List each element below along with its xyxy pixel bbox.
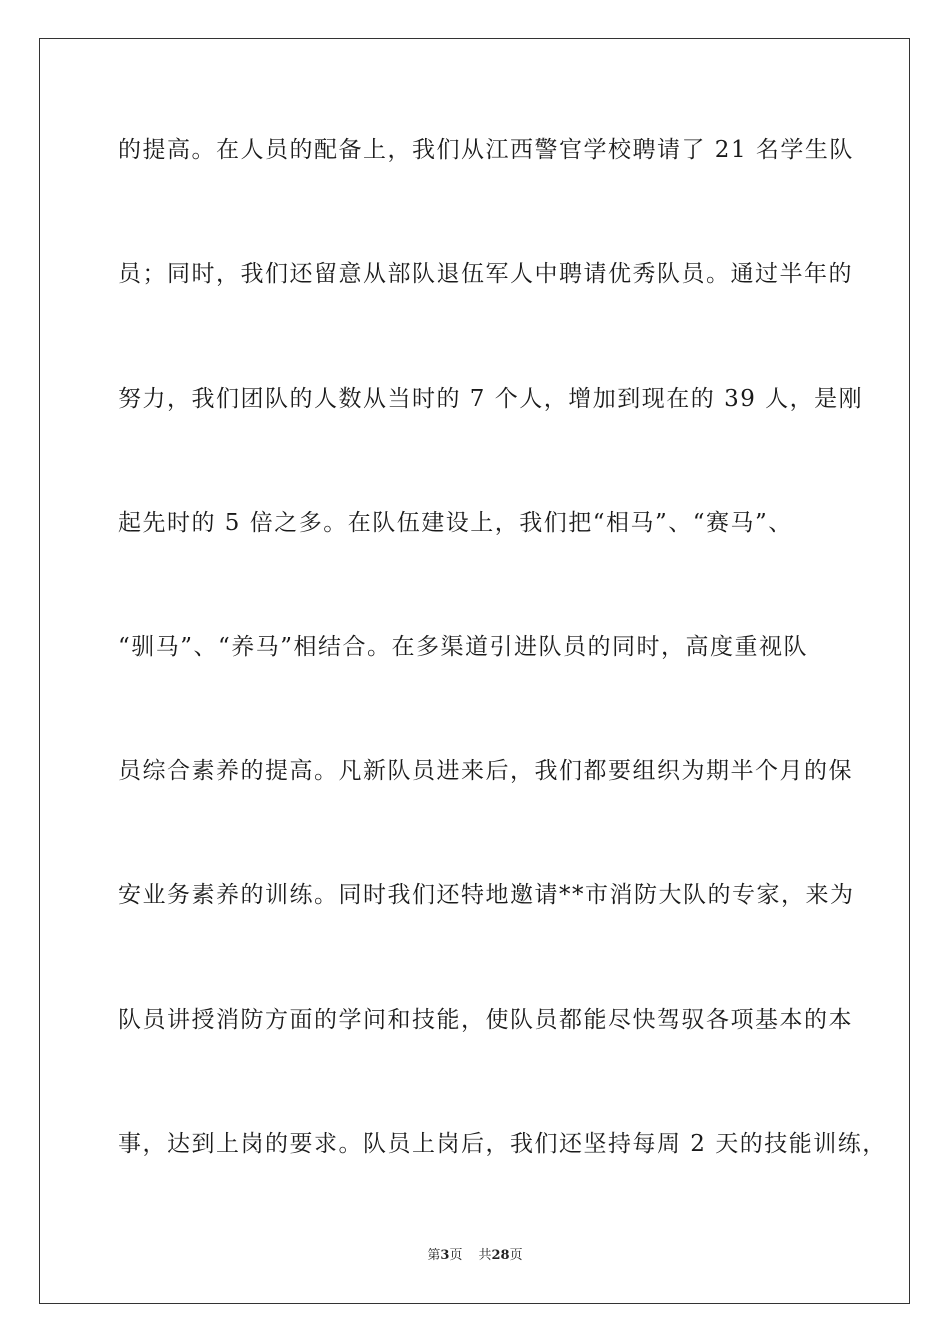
body-text-line-8: 队员讲授消防方面的学问和技能，使队员都能尽快驾驭各项基本的本 xyxy=(118,1007,853,1033)
page-footer xyxy=(0,1247,950,1265)
page-border xyxy=(39,38,910,1304)
body-text-line-6: 员综合素养的提高。凡新队员进来后，我们都要组织为期半个月的保 xyxy=(118,758,853,784)
total-prefix: 共 xyxy=(478,1248,492,1263)
page-prefix: 第 xyxy=(427,1248,441,1263)
body-text-line-5: “驯马”、“养马”相结合。在多渠道引进队员的同时，高度重视队 xyxy=(118,634,809,660)
body-text-line-9: 事，达到上岗的要求。队员上岗后，我们还坚持每周 2 天的技能训练， xyxy=(118,1131,887,1157)
body-text-line-1: 的提高。在人员的配备上，我们从江西警官学校聘请了 21 名学生队 xyxy=(118,137,854,163)
body-text-line-7: 安业务素养的训练。同时我们还特地邀请**市消防大队的专家，来为 xyxy=(118,882,855,908)
page-total: 28 xyxy=(491,1248,510,1263)
page-current: 3 xyxy=(440,1248,450,1263)
body-text-line-3: 努力，我们团队的人数从当时的 7 个人，增加到现在的 39 人，是刚 xyxy=(118,386,864,412)
page-suffix: 页 xyxy=(449,1248,463,1263)
body-text-line-2: 员；同时，我们还留意从部队退伍军人中聘请优秀队员。通过半年的 xyxy=(118,261,853,287)
total-suffix: 页 xyxy=(509,1248,523,1263)
body-text-line-4: 起先时的 5 倍之多。在队伍建设上，我们把“相马”、“赛马”、 xyxy=(118,510,793,536)
